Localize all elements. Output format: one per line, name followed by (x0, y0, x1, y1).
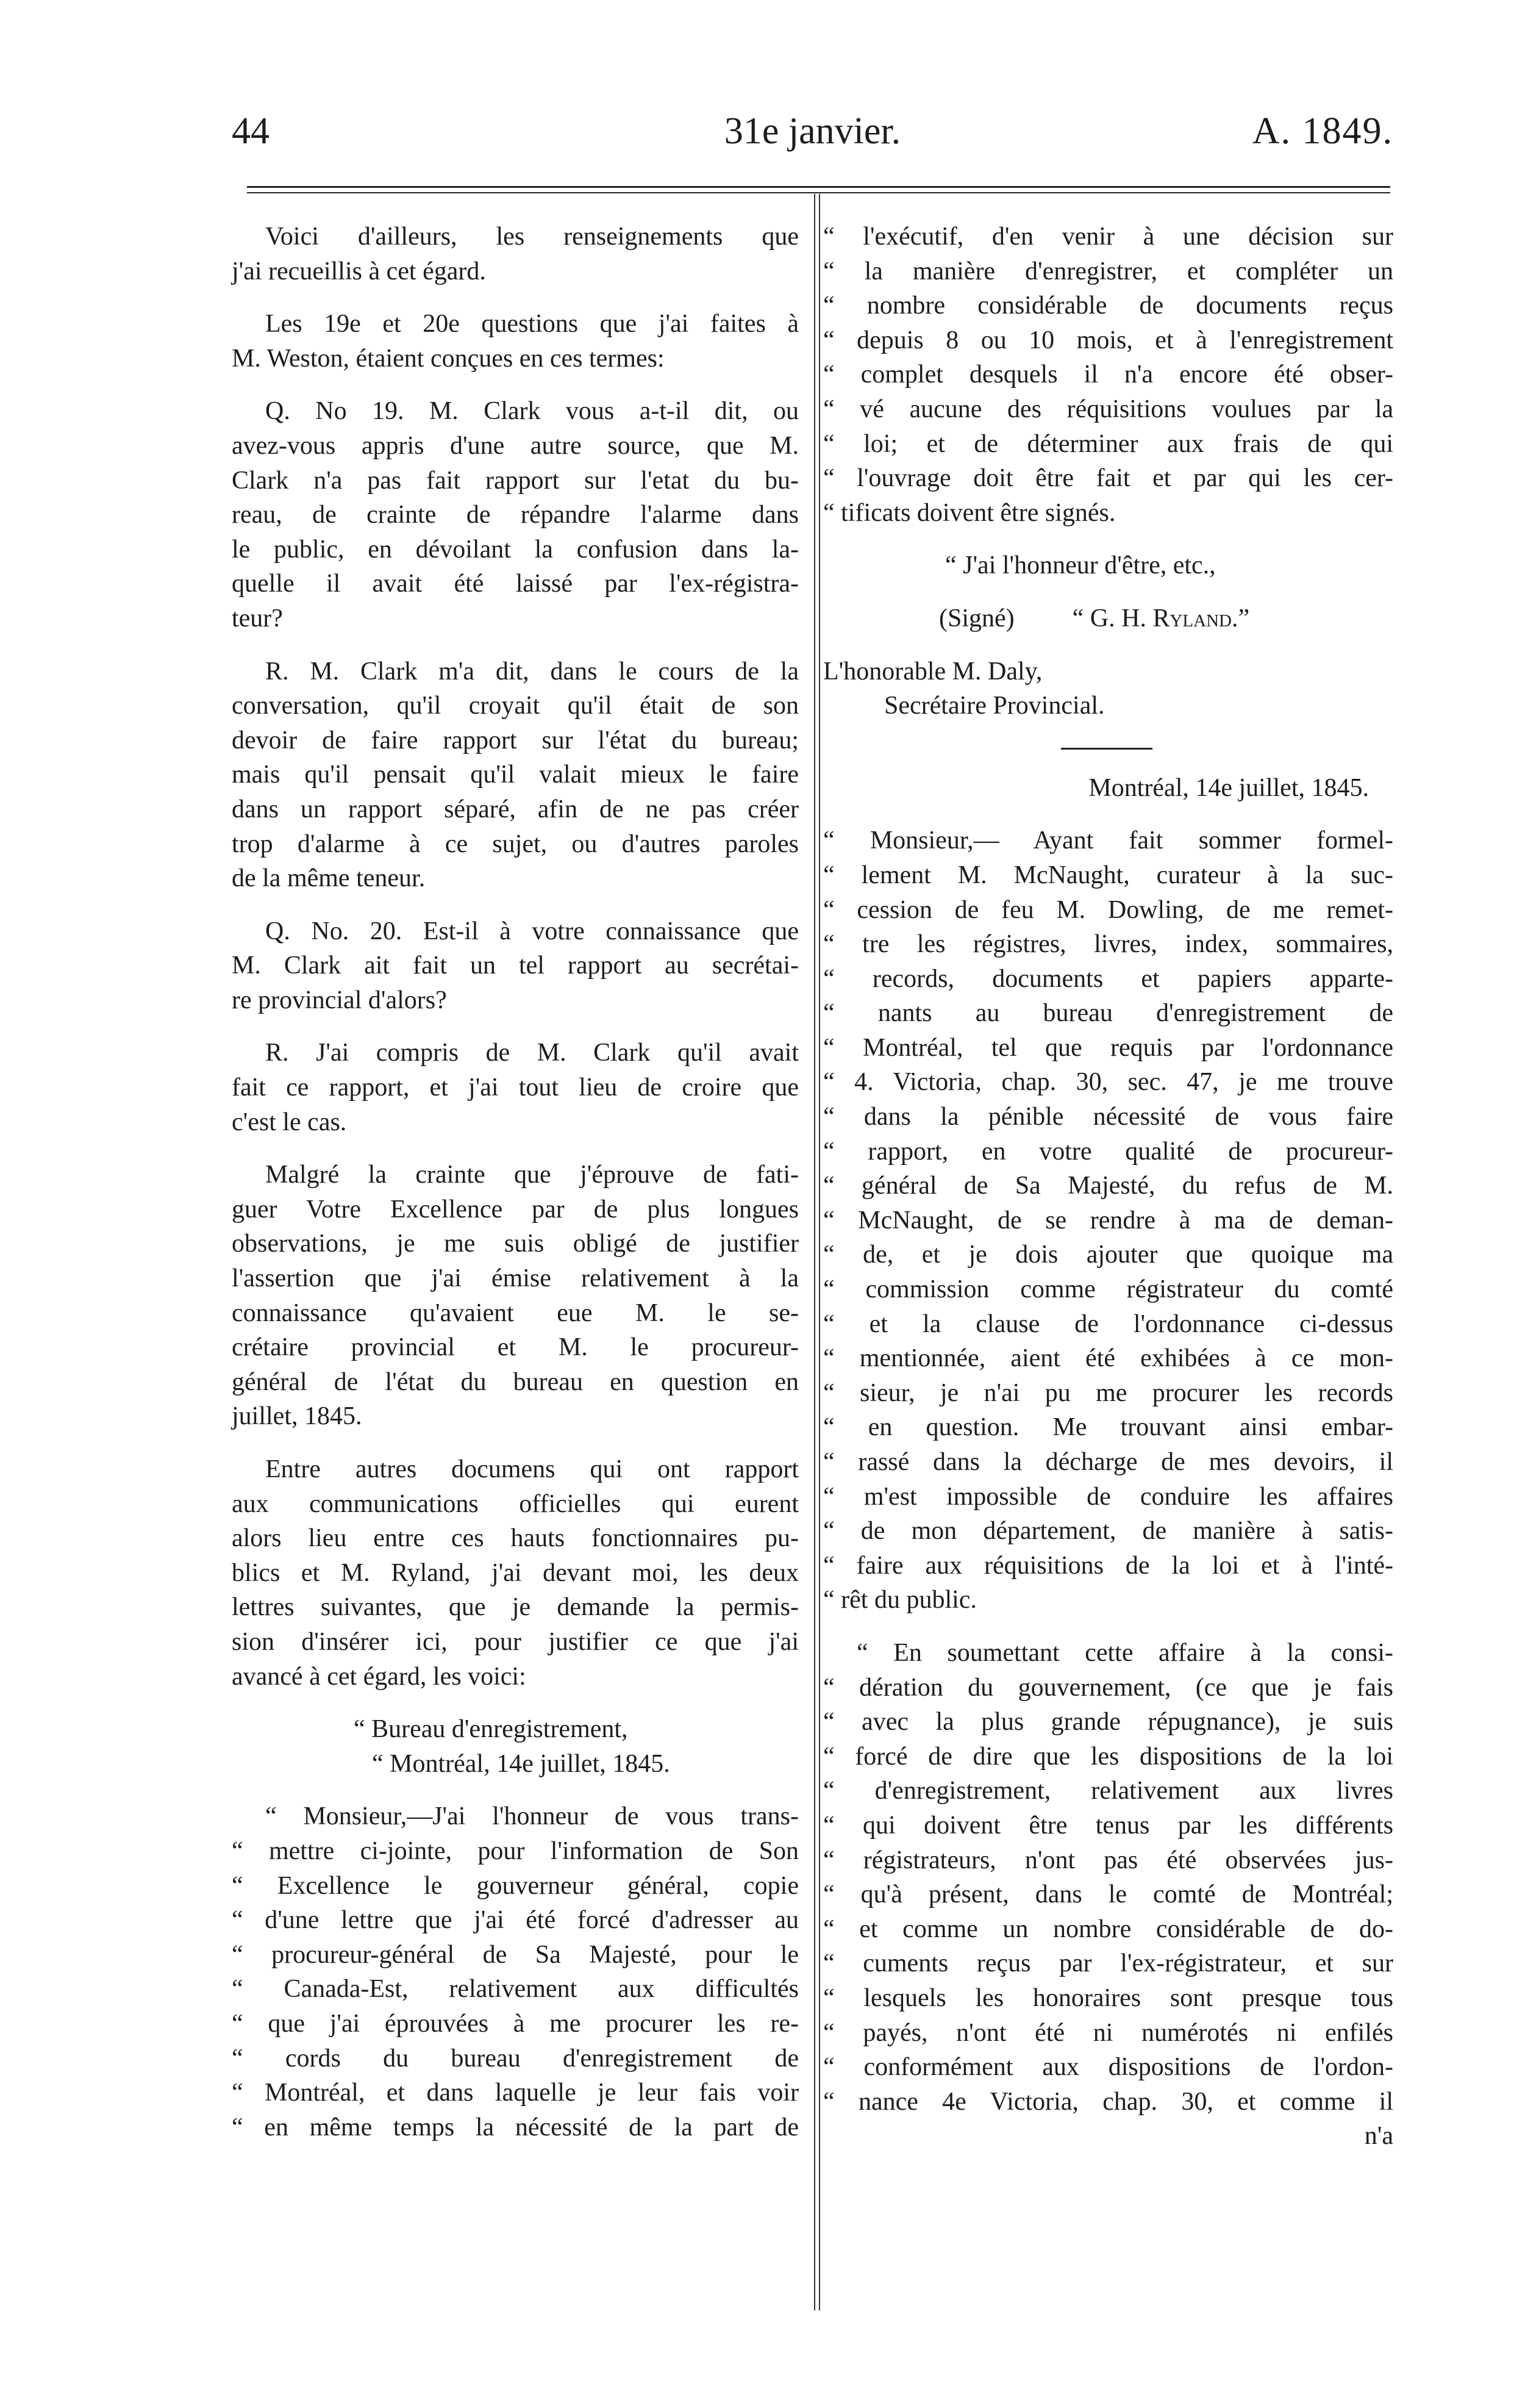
right-column (823, 220, 1393, 2154)
text-line: “ nombre considérable de documents reçus (823, 292, 1393, 320)
text-line: M. Clark ait fait un tel rapport au secrétai- (232, 951, 799, 980)
text-line: “ cession de feu M. Dowling, de me remet- (823, 895, 1393, 924)
text-line: “ complet desquels il n'a encore été obser- (823, 360, 1393, 389)
text-line: mais qu'il pensait qu'il valait mieux le faire (232, 761, 799, 789)
signature-block (823, 601, 1393, 636)
letter-dateline: Montréal, 14e juillet, 1845. (1088, 773, 1369, 802)
text-line: “ Montréal, tel que requis par l'ordonnance (823, 1033, 1393, 1062)
signatory-name: “ G. H. Ryland.” (1072, 604, 1250, 632)
text-line: “ qu'à présent, dans le comté de Montréal; (823, 1880, 1393, 1909)
text-line: quelle il avait été laissé par l'ex-régistra- (232, 570, 799, 598)
text-line: “ Monsieur,—J'ai l'honneur de vous trans- (265, 1802, 799, 1831)
recipient-line: L'honorable M. Daly, (823, 657, 1043, 686)
text-line: “ l'ouvrage doit être fait et par qui les cer- (823, 464, 1393, 493)
text-line: guer Votre Excellence par de plus longues (232, 1195, 799, 1224)
text-line: trop d'alarme à ce sujet, ou d'autres paroles (232, 830, 799, 858)
text-line: “ dération du gouvernement, (ce que je fais (823, 1673, 1393, 1702)
text-line: Malgré la crainte que j'éprouve de fati- (265, 1161, 799, 1189)
text-line: avez-vous appris d'une autre source, que M. (232, 431, 799, 460)
text-line: reau, de crainte de répandre l'alarme dans (232, 501, 799, 529)
closing-line: “ J'ai l'honneur d'être, etc., (945, 551, 1216, 580)
text-line: “ l'exécutif, d'en venir à une décision sur (823, 223, 1393, 251)
text-line: j'ai recueillis à cet égard. (232, 257, 486, 285)
text-line: Les 19e et 20e questions que j'ai faites à (265, 310, 799, 339)
text-line: “ cords du bureau d'enregistrement de (232, 2044, 799, 2073)
text-line: aux communications officielles qui eurent (232, 1489, 799, 1518)
text-line: le public, en dévoilant la confusion dans la- (232, 535, 799, 564)
text-line: de la même teneur. (232, 864, 426, 893)
text-line: “ Monsieur,— Ayant fait sommer formel- (823, 826, 1393, 855)
text-line: “ conformément aux dispositions de l'ordon- (823, 2053, 1393, 2082)
text-line: “ McNaught, de se rendre à ma de deman- (823, 1206, 1393, 1234)
text-line: “ Montréal, et dans laquelle je leur fais voir (232, 2079, 799, 2107)
column-divider (814, 194, 820, 2310)
text-line: Entre autres documens qui ont rapport (265, 1455, 799, 1483)
header-date: 31e janvier. (724, 110, 901, 152)
section-rule (1061, 748, 1152, 750)
text-line: l'assertion que j'ai émise relativement à la (232, 1264, 799, 1293)
text-line: “ d'enregistrement, relativement aux livres (823, 1777, 1393, 1805)
text-line: “ procureur-général de Sa Majesté, pour le (232, 1940, 799, 1969)
letter-address-line: “ Bureau d'enregistrement, (354, 1715, 628, 1744)
text-line: conversation, qu'il croyait qu'il était de son (232, 692, 799, 720)
text-line: “ dans la pénible nécessité de vous faire (823, 1103, 1393, 1131)
recipient-title: Secrétaire Provincial. (884, 692, 1105, 720)
text-line: “ cuments reçus par l'ex-régistrateur, et sur (823, 1949, 1393, 1978)
text-line: alors lieu entre ces hauts fonctionnaires pu- (232, 1524, 799, 1553)
text-line: “ m'est impossible de conduire les affaires (823, 1482, 1393, 1511)
text-line: M. Weston, étaient conçues en ces termes: (232, 344, 665, 373)
text-line: “ que j'ai éprouvées à me procurer les re- (232, 2009, 799, 2038)
text-line: “ rapport, en votre qualité de procureur- (823, 1137, 1393, 1166)
text-line: “ sieur, je n'ai pu me procurer les records (823, 1378, 1393, 1407)
text-line: “ lement M. McNaught, curateur à la suc- (823, 861, 1393, 889)
running-header (232, 110, 1393, 165)
text-line: Q. No. 20. Est-il à votre connaissance que (265, 917, 799, 945)
text-line: “ tificats doivent être signés. (823, 498, 1116, 527)
text-line: “ rêt du public. (823, 1586, 977, 1614)
text-line: “ de, et je dois ajouter que quoique ma (823, 1241, 1393, 1269)
text-line: “ lesquels les honoraires sont presque tous (823, 1983, 1393, 2012)
text-line: lettres suivantes, que je demande la permis- (232, 1593, 799, 1622)
text-line: “ d'une lettre que j'ai été forcé d'adresser au (232, 1906, 799, 1935)
catchword: n'a (1364, 2122, 1393, 2151)
text-line: “ qui doivent être tenus par les différents (823, 1811, 1393, 1840)
text-line: “ général de Sa Majesté, du refus de M. (823, 1172, 1393, 1200)
text-line: “ régistrateurs, n'ont pas été observées jus- (823, 1846, 1393, 1874)
text-line: “ payés, n'ont été ni numérotés ni enfilés (823, 2018, 1393, 2047)
text-line: “ forcé de dire que les dispositions de la loi (823, 1742, 1393, 1771)
text-line: “ Excellence le gouverneur général, copie (232, 1871, 799, 1900)
text-line: devoir de faire rapport sur l'état du bureau; (232, 726, 799, 754)
text-line: “ nants au bureau d'enregistrement de (823, 999, 1393, 1028)
text-line: juillet, 1845. (232, 1402, 362, 1431)
text-line: “ loi; et de déterminer aux frais de qui (823, 429, 1393, 458)
letter-dateline: “ Montréal, 14e juillet, 1845. (372, 1749, 670, 1778)
text-line: “ la manière d'enregistrer, et compléter un (823, 257, 1393, 285)
text-line: R. J'ai compris de M. Clark qu'il avait (265, 1039, 799, 1067)
signe-label: (Signé) (939, 604, 1015, 632)
text-line: Clark n'a pas fait rapport sur l'etat du bu- (232, 466, 799, 495)
text-line: “ mettre ci-jointe, pour l'information de Son (232, 1836, 799, 1865)
text-line: “ en même temps la nécessité de la part de (232, 2113, 799, 2141)
text-line: “ depuis 8 ou 10 mois, et à l'enregistrement (823, 326, 1393, 354)
text-line: dans un rapport séparé, afin de ne pas créer (232, 795, 799, 823)
text-line: R. M. Clark m'a dit, dans le cours de la (265, 657, 799, 686)
left-column (232, 220, 799, 2145)
text-line: “ Canada-Est, relativement aux difficultés (232, 1975, 799, 2004)
text-line: “ vé aucune des réquisitions voulues par la (823, 395, 1393, 423)
text-line: “ records, documents et papiers apparte- (823, 964, 1393, 993)
text-line: “ commission comme régistrateur du comté (823, 1275, 1393, 1304)
text-line: re provincial d'alors? (232, 986, 447, 1014)
text-line: “ rassé dans la décharge de mes devoirs, il (823, 1448, 1393, 1476)
text-line: “ avec la plus grande répugnance), je suis (823, 1708, 1393, 1736)
text-line: teur? (232, 604, 283, 632)
text-line: “ et comme un nombre considérable de do- (823, 1915, 1393, 1943)
text-line: connaissance qu'avaient eue M. le se- (232, 1299, 799, 1327)
header-double-rule (247, 186, 1390, 193)
text-line: “ En soumettant cette affaire à la consi- (857, 1638, 1393, 1667)
text-line: “ 4. Victoria, chap. 30, sec. 47, je me trouve (823, 1068, 1393, 1097)
text-line: “ et la clause de l'ordonnance ci-dessus (823, 1310, 1393, 1338)
text-line: “ de mon département, de manière à satis- (823, 1517, 1393, 1546)
page-number: 44 (232, 110, 270, 152)
text-line: “ nance 4e Victoria, chap. 30, et comme il (823, 2087, 1393, 2116)
text-line: général de l'état du bureau en question en (232, 1367, 799, 1396)
header-year: A. 1849. (1252, 110, 1393, 152)
text-line: c'est le cas. (232, 1108, 347, 1136)
text-line: Q. No 19. M. Clark vous a-t-il dit, ou (265, 397, 799, 426)
text-line: fait ce rapport, et j'ai tout lieu de croire que (232, 1073, 799, 1102)
text-line: “ tre les régistres, livres, index, sommaires, (823, 930, 1393, 959)
text-line: “ mentionnée, aient été exhibées à ce mon- (823, 1344, 1393, 1373)
text-line: “ faire aux réquisitions de la loi et à l'inté- (823, 1551, 1393, 1580)
text-line: avancé à cet égard, les voici: (232, 1662, 526, 1691)
text-line: blics et M. Ryland, j'ai devant moi, les deux (232, 1558, 799, 1587)
text-line: observations, je me suis obligé de justifier (232, 1230, 799, 1258)
text-line: Voici d'ailleurs, les renseignements que (265, 223, 799, 251)
text-line: “ en question. Me trouvant ainsi embar- (823, 1413, 1393, 1442)
text-line: sion d'insérer ici, pour justifier ce que j'ai (232, 1627, 799, 1656)
text-line: crétaire provincial et M. le procureur- (232, 1333, 799, 1362)
